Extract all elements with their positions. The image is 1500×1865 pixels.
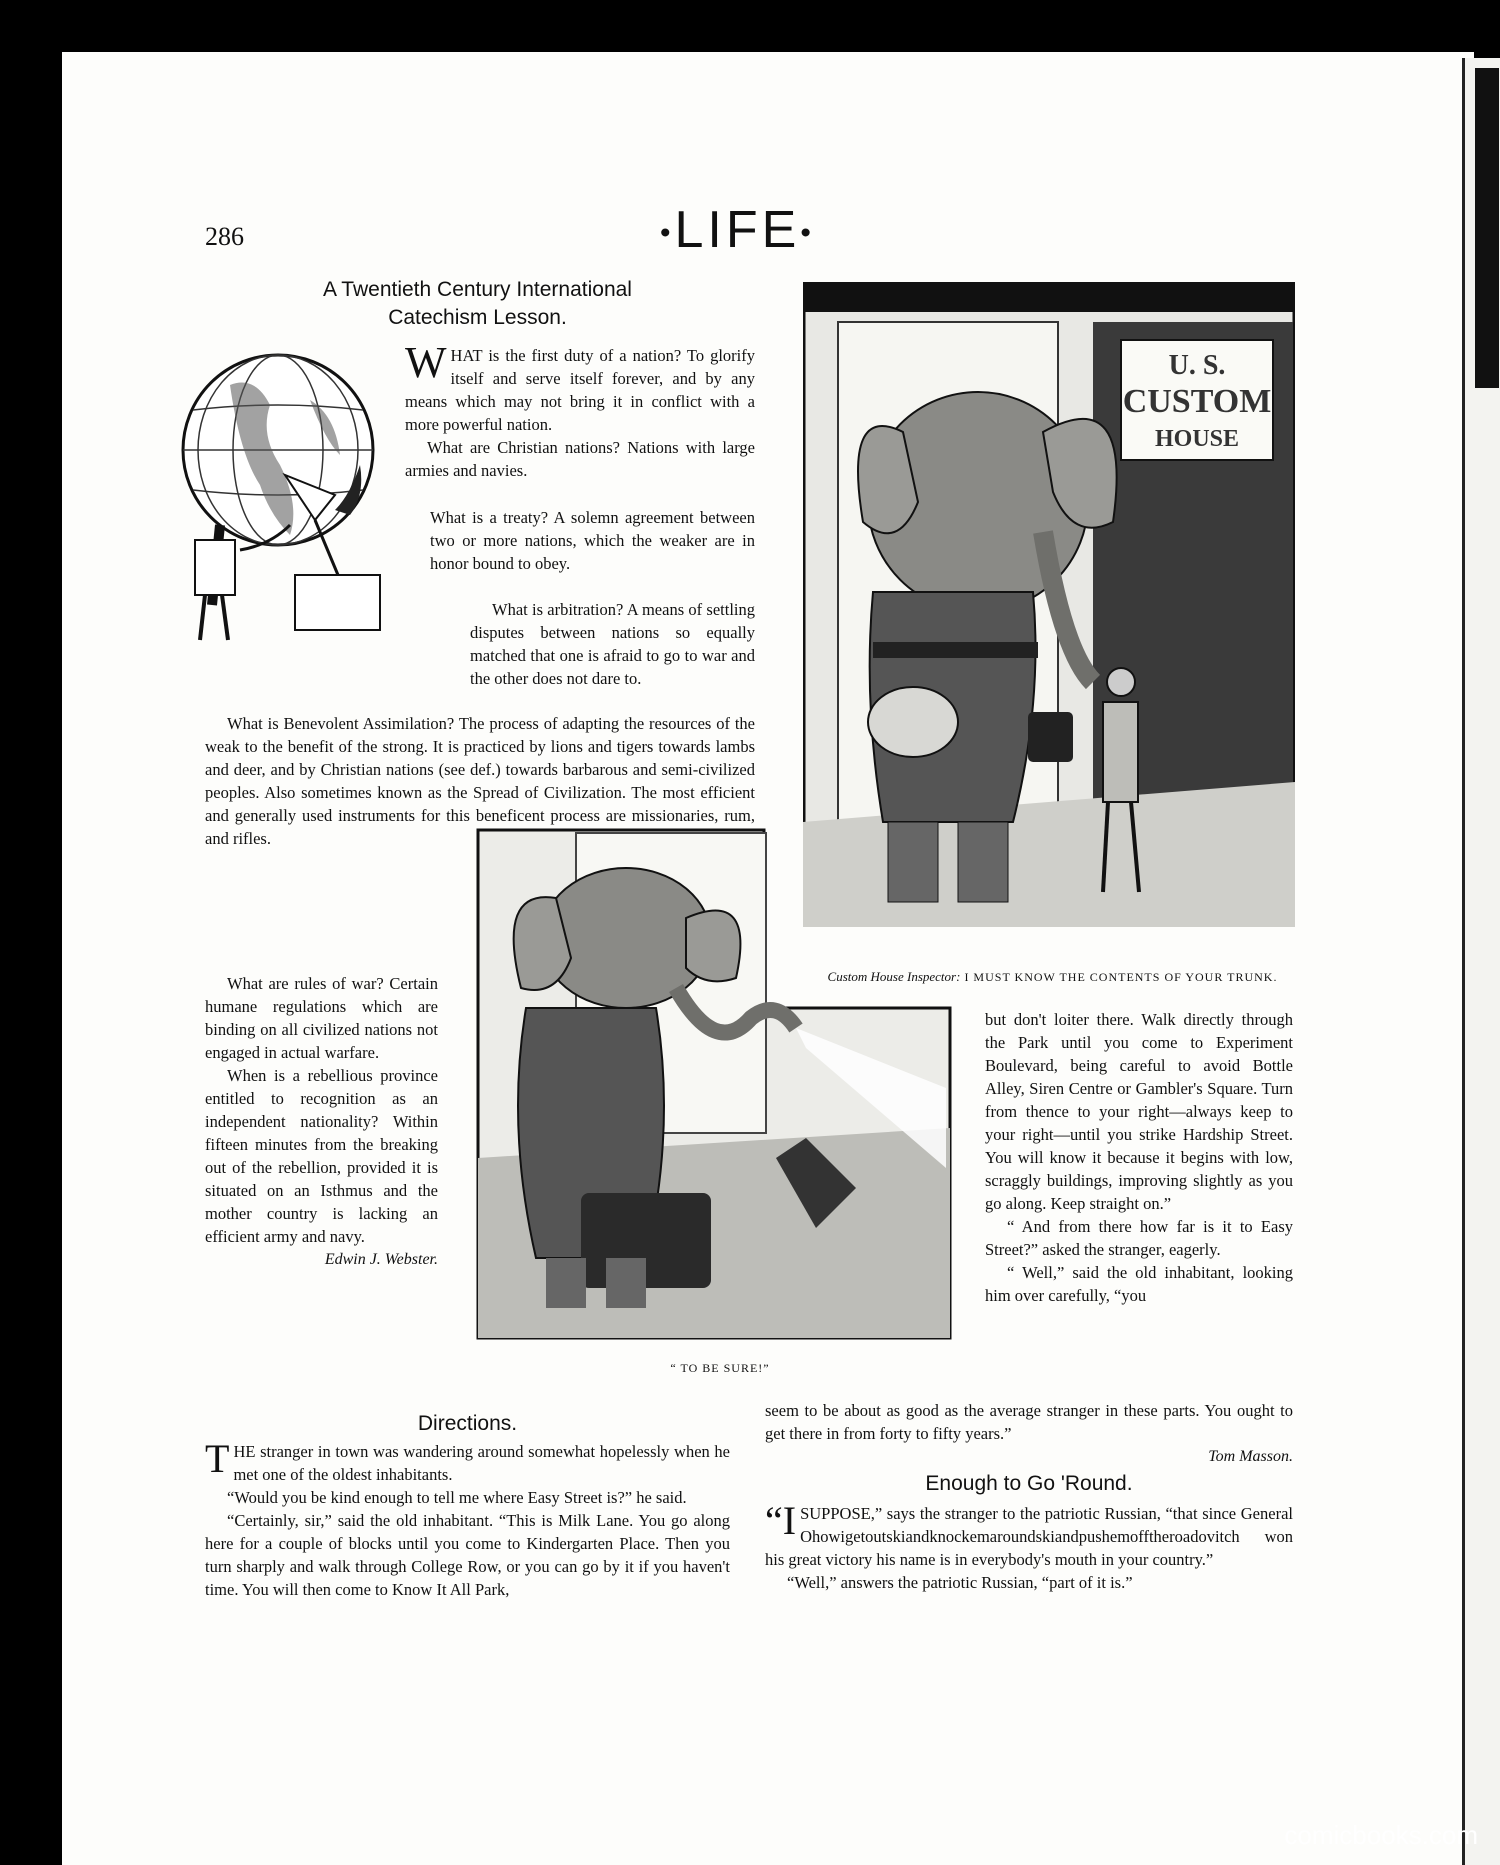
adjacent-page-dark-strip	[1475, 68, 1499, 388]
catechism-left-column	[205, 972, 438, 1271]
directions-continuation	[765, 1399, 1293, 1468]
directions-author: Tom Masson.	[1208, 1448, 1293, 1465]
masthead	[660, 200, 815, 260]
directions-p3: “Certainly, sir,” said the old inhabitant. “This is Milk Lane. You go along here for a couple of blocks until you come to Kindergarten Place. Then you turn sharply and walk through College Row, or you can go by it if you haven't time. You will then come to Know It All Park,	[205, 1511, 730, 1599]
catechism-drop-cap: W	[405, 338, 447, 387]
page-number: 286	[205, 222, 244, 251]
catechism-author: Edwin J. Webster.	[324, 1251, 438, 1268]
catechism-intro	[405, 338, 755, 482]
masthead-title: LIFE	[674, 201, 801, 259]
masthead-dot-left: •	[660, 216, 675, 250]
directions-p1: HE stranger in town was wandering around somewhat hopelessly when he met one of the oldest inhabitants.	[233, 1442, 730, 1484]
enough-p2: “Well,” answers the patriotic Russian, “part of it is.”	[787, 1573, 1133, 1592]
enough-body	[765, 1498, 1293, 1594]
enough-title: Enough to Go 'Round.	[925, 1472, 1133, 1495]
enough-drop-cap: “I	[765, 1498, 797, 1543]
directions-p2: “Would you be kind enough to tell me where Easy Street is?” he said.	[227, 1488, 687, 1507]
sign-line1: U. S.	[1168, 350, 1226, 381]
globe-phonograph-illustration	[160, 345, 400, 655]
catechism-p6: What are rules of war? Certain humane regulations which are binding on all civilized nations not engaged in actual warfare.	[205, 974, 438, 1062]
directions-column-left	[205, 1436, 730, 1601]
directions-drop-cap: T	[205, 1436, 230, 1481]
enough-p1: SUPPOSE,” says the stranger to the patriotic Russian, “that since General Ohowigetoutskiandknockemaroundskiandpushemofftheroadovitch won his great victory his name is in everybody's mouth in your country.”	[765, 1504, 1293, 1569]
catechism-p4-start	[470, 598, 755, 690]
catechism-p5-text: What is Benevolent Assimilation? The process of adapting the resources of the weak to the benefit of the strong. It is practiced by lions and tigers towards lambs and deer, and by Christian nations (see def.) towards barbarous and semi-civilized peoples. Also sometimes known as the Spread of Civilization. The most efficient and generally used instruments for this beneficent process are missionaries, rum, and rifles.	[205, 714, 755, 848]
sign-line2: CUSTOM	[1122, 383, 1272, 420]
to-be-sure-caption: “ TO BE SURE!”	[670, 1361, 770, 1375]
catechism-p2: What are Christian nations? Nations with large armies and navies.	[405, 438, 755, 480]
directions-column-right	[985, 1008, 1293, 1307]
catechism-p1: HAT is the first duty of a nation? To glorify itself and serve itself forever, and by any means which may not bring it in conflict with a more powerful nation.	[405, 346, 755, 434]
catechism-p7: When is a rebellious province entitled to recognition as an independent nationality? Within fifteen minutes from the breaking out of the rebellion, provided it is situated on an Isthmus and the mother country is lacking an efficient army and navy.	[205, 1066, 438, 1246]
catechism-title	[205, 276, 750, 332]
sign-line3: HOUSE	[1154, 426, 1240, 452]
catechism-title-line1: A Twentieth Century International	[323, 278, 632, 301]
catechism-title-line2: Catechism Lesson.	[388, 306, 567, 329]
directions-p4: but don't loiter there. Walk directly through the Park until you come to Experiment Boulevard, being careful to avoid Bottle Alley, Siren Centre or Gambler's Square. Turn from thence to your right—always keep to your right—until you strike Hardship Street. You will know it because it begins with low, scraggly buildings, improving slightly as you go along. Keep straight on.”	[985, 1010, 1293, 1213]
directions-p5: “ And from there how far is it to Easy Street?” asked the stranger, eagerly.	[985, 1217, 1293, 1259]
directions-p7: seem to be about as good as the average stranger in these parts. You ought to get there in from forty to fifty years.”	[765, 1401, 1293, 1443]
custom-house-caption-speaker: Custom House Inspector:	[827, 969, 961, 984]
watermark: comicbooks.com	[1284, 1820, 1478, 1850]
catechism-p3: What is a treaty? A solemn agreement between two or more nations, which the weaker are in honor bound to obey.	[430, 508, 755, 573]
directions-p6: “ Well,” said the old inhabitant, looking him over carefully, “you	[985, 1263, 1293, 1305]
custom-house-caption-text: I MUST KNOW THE CONTENTS OF YOUR TRUNK.	[964, 970, 1278, 984]
adjacent-page-edge	[1462, 58, 1500, 1865]
to-be-sure-cartoon	[476, 828, 952, 1340]
masthead-dot-right: •	[800, 216, 815, 250]
catechism-p4: What is arbitration? A means of settling disputes between nations so equally matched that one is afraid to go to war and the other does not dare to.	[470, 600, 755, 688]
directions-title: Directions.	[417, 1412, 518, 1435]
